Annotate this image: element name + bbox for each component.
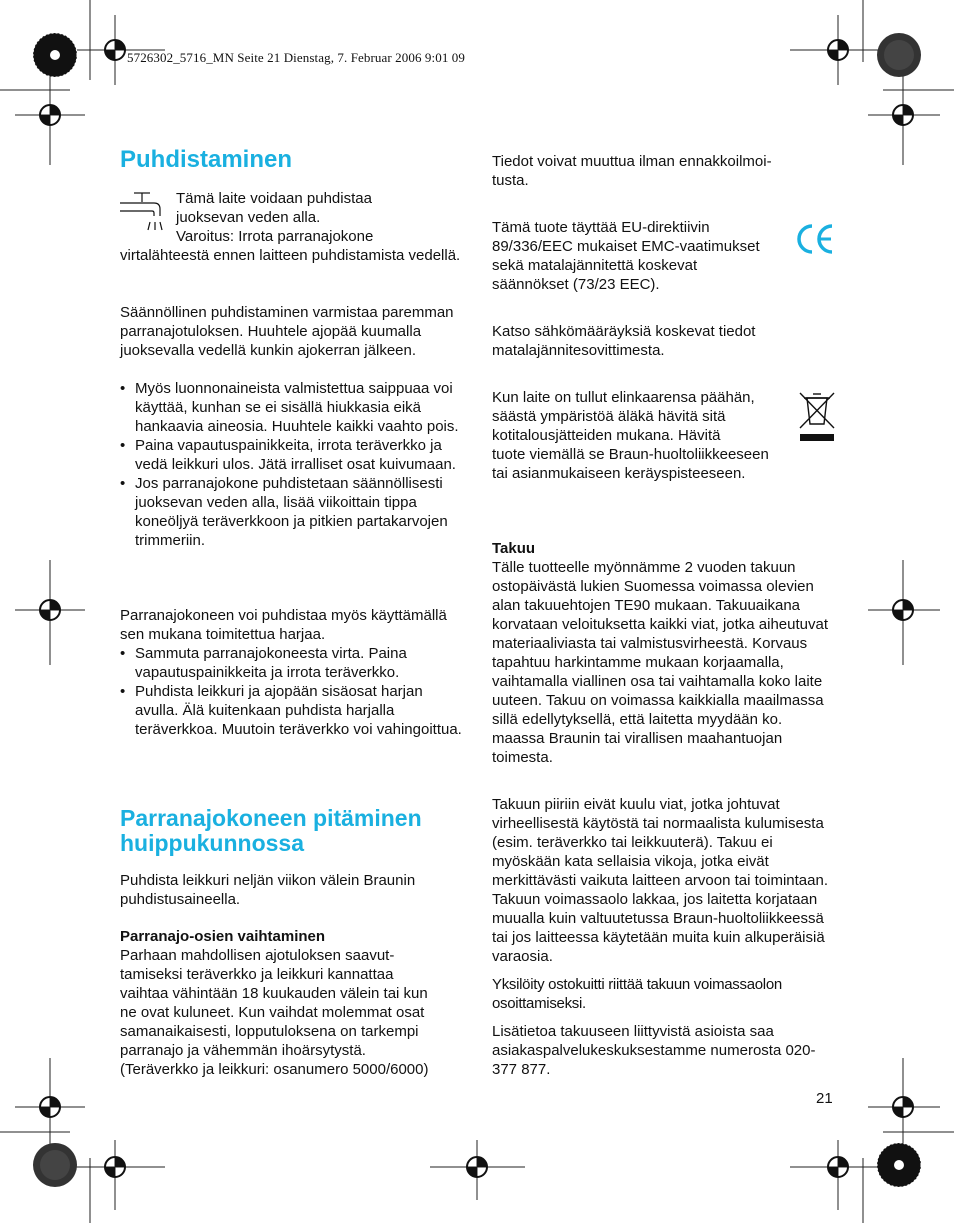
starburst-target-icon [33, 33, 77, 77]
icon-paragraph-lines [176, 189, 466, 246]
text-line: tusta. [492, 172, 529, 189]
print-header: 5726302_5716_MN Seite 21 Dienstag, 7. Februar 2006 9:01 09 [127, 50, 465, 65]
paragraph: Säännöllinen puhdistaminen varmistaa paremman parranajotuloksen. Huuhtele ajopää kuumalla juoksevalla vedellä kunkin ajokerran jälkeen. [120, 304, 454, 359]
paragraph: Takuun piiriin eivät kuulu viat, jotka johtuvat virheellisestä käytöstä tai normaalista kulumisesta (esim. teräverkko tai leikkuuterä). Takuu ei myöskään kata sellaisia vikoja, jotka eivät merkittävästi vaikuta laitteen arvoon tai toimintaan. Takuun voimassaolo lakkaa, jos laitetta korjataan muualla kuin valtuutetussa Braun-huoltoliikkeessä tai jos laitteessa käytetään muita kuin alkuperäisiä varaosia. [492, 796, 828, 965]
warranty-heading: Takuu [492, 540, 536, 557]
text-line: samanaikaisesti, lopputuloksena on tarkempi [120, 1023, 419, 1040]
paragraph: Lisätietoa takuuseen liittyvistä asioista saa asiakaspalvelukeskuksestamme numerosta 020-377 877. [492, 1023, 816, 1078]
paragraph: Puhdista leikkuri neljän viikon välein Braunin puhdistusaineella. [120, 872, 416, 908]
list-item: • Myös luonnonaineista valmistettua saippuaa voi käyttää, kunhan se ei sisällä hiukkasia eikä hankaavia aineosia. Huuhtele kaikki vaahto pois. [120, 379, 465, 436]
text-line: tai asianmukaiseen keräyspisteeseen. [492, 465, 746, 482]
text-line: säästä ympäristöä äläkä hävitä sitä [492, 408, 726, 425]
text-line: tuote viemällä se Braun-huoltoliikkeeseen [492, 446, 769, 463]
bullet-list [120, 644, 465, 739]
solid-target-icon [877, 33, 921, 77]
list-item: • Puhdista leikkuri ja ajopään sisäosat harjan avulla. Älä kuitenkaan puhdista harjalla teräverkkoa. Muutoin teräverkko voi vahingoittua. [120, 682, 465, 739]
section-title-maintenance [120, 806, 422, 856]
list-item: • Paina vapautuspainikkeita, irrota teräverkko ja vedä leikkuri ulos. Jätä irralliset osat kuivumaan. [120, 436, 465, 474]
paragraph: Katso sähkömääräyksiä koskevat tiedot matalajännitesovittimesta. [492, 323, 756, 359]
starburst-target-icon [877, 1143, 921, 1187]
page-number: 21 [816, 1090, 833, 1107]
paragraph-lines [492, 388, 812, 483]
crossed-bin-icon [798, 390, 836, 444]
paragraph: Tämä tuote täyttää EU-direktiivin 89/336/EEC mukaiset EMC-vaatimukset sekä matalajännitettä koskevat säännökset (73/23 EEC). [492, 219, 760, 293]
paragraph-lines [120, 946, 470, 1079]
paragraph: Tälle tuotteelle myönnämme 2 vuoden takuun ostopäivästä lukien Suomessa voimassa olevien alan takuuehtojen TE90 mukaan. Takuuaikana korvataan veloituksetta kaikki viat, jotka aiheutuvat materiaaliviasta tai valmistusvirheestä. Korvaus tapahtuu harkintamme mukaan korjaamalla, vaihtamalla viallinen osa tai vaihtamalla koko laite uuteen. Takuu on voimassa kaikkialla maailmassa sillä edellytyksellä, että laitetta myydään ko. maassa Braunin tai virallisen maahantuojan toimesta. [492, 559, 829, 766]
subheading: Parranajo-osien vaihtaminen [120, 928, 326, 945]
paragraph-lines [492, 152, 837, 190]
bullet-list [120, 379, 465, 550]
text-line: (Teräverkko ja leikkuri: osanumero 5000/6000) [120, 1061, 429, 1078]
text-line: Varoitus: Irrota parranajokone [176, 228, 374, 245]
text-line: tamiseksi teräverkko ja leikkuri kannattaa [120, 966, 394, 983]
paragraph: Parranajokoneen voi puhdistaa myös käyttämällä sen mukana toimitettua harjaa. [120, 607, 447, 643]
section-title-cleaning: Puhdistaminen [120, 146, 293, 173]
title-line: huippukunnossa [120, 830, 304, 856]
solid-target-icon [33, 1143, 77, 1187]
text-line: Parhaan mahdollisen ajotuloksen saavut- [120, 947, 395, 964]
ce-mark-icon [795, 222, 835, 264]
text-line: parranajo ja vähemmän ihoärsytystä. [120, 1042, 366, 1059]
paragraph: virtalähteestä ennen laitteen puhdistamista vedellä. [120, 247, 461, 264]
paragraph: Yksilöity ostokuitti riittää takuun voimassaolon osoittamiseksi. [492, 976, 782, 1012]
text-line: Tämä laite voidaan puhdistaa [176, 190, 372, 207]
text-line: ne ovat kuluneet. Kun vaihdat molemmat osat [120, 1004, 425, 1021]
text-line: Tiedot voivat muuttua ilman ennakkoilmoi- [492, 153, 772, 170]
title-line: Parranajokoneen pitäminen [120, 805, 422, 831]
text-line: vaihtaa vähintään 18 kuukauden välein tai kun [120, 985, 428, 1002]
list-item: • Jos parranajokone puhdistetaan säännöllisesti juoksevan veden alla, lisää viikoittain tippa koneöljyä teräverkkoon ja pitkien partakarvojen trimmeriin. [120, 474, 465, 550]
text-line: juoksevan veden alla. [176, 209, 321, 226]
faucet-icon [118, 190, 168, 232]
list-item: • Sammuta parranajokoneesta virta. Paina vapautuspainikkeita ja irrota teräverkko. [120, 644, 465, 682]
text-line: kotitalousjätteiden mukana. Hävitä [492, 427, 721, 444]
text-line: Kun laite on tullut elinkaarensa päähän, [492, 389, 755, 406]
